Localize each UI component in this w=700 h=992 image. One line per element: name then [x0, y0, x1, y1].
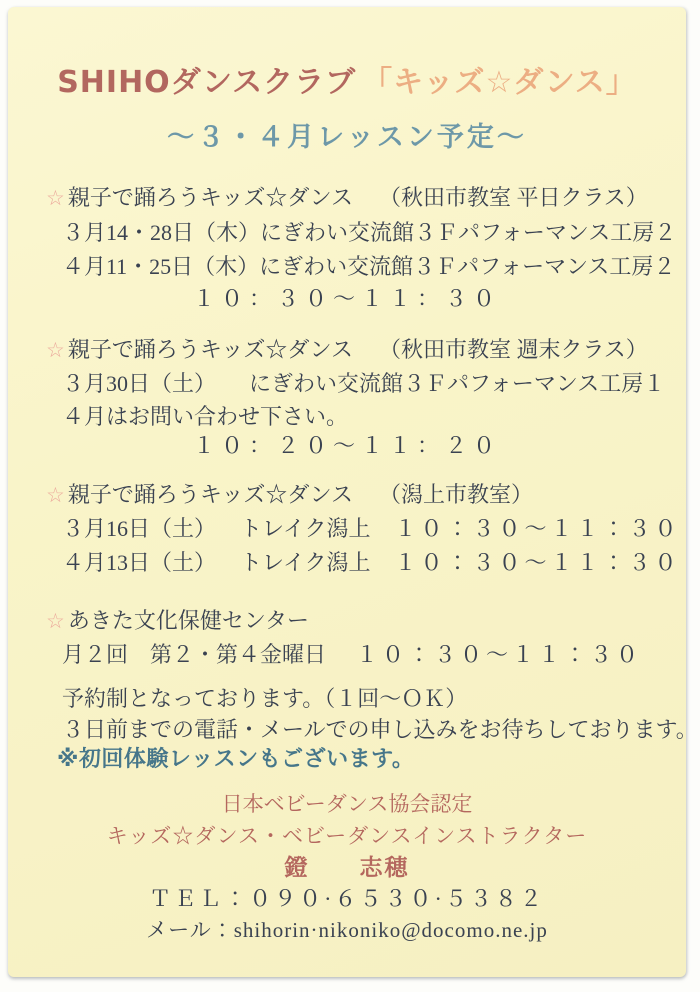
- flyer-title-main: SHIHOダンスクラブ: [57, 65, 357, 100]
- star-bullet-icon: ☆: [46, 186, 65, 210]
- flyer-title-sub: 「キッズ☆ダンス」: [362, 65, 637, 100]
- section-title: 親子で踊ろうキッズ☆ダンス: [67, 337, 353, 362]
- reservation-note: 予約制となっております。（１回～ＯＫ）: [62, 686, 468, 711]
- instructor-name: 鐙 志穂: [284, 855, 410, 880]
- section-akita-weekday-heading: [46, 181, 670, 212]
- star-bullet-icon: ☆: [46, 338, 65, 362]
- section-title: 親子で踊ろうキッズ☆ダンス: [67, 482, 353, 507]
- flyer-page: [8, 7, 698, 977]
- section-title: 親子で踊ろうキッズ☆ダンス: [67, 185, 353, 210]
- section-venue-note: （潟上市教室）: [378, 482, 533, 507]
- lesson-time: １０：３０～１１：３０: [394, 516, 681, 541]
- section-venue-note: （秋田市教室 週末クラス）: [378, 337, 648, 362]
- section-katagami-heading: [46, 478, 670, 509]
- email-line: メール：shihorin·nikoniko@docomo.ne.jp: [146, 918, 548, 942]
- schedule-line: [62, 512, 681, 543]
- section-venue-note: （秋田市教室 平日クラス）: [378, 185, 648, 210]
- star-bullet-icon: ☆: [46, 609, 65, 633]
- flyer-title: [8, 57, 686, 101]
- lesson-time: １０：３０～１１：３０: [356, 642, 643, 667]
- deadline-note: ３日前までの電話・メールでの申し込みをお待ちしております。: [62, 717, 698, 742]
- lesson-time: １０：３０～１１：３０: [394, 550, 681, 575]
- instructor-title-line: キッズ☆ダンス・ベビーダンスインストラクター: [106, 824, 588, 848]
- schedule-line: [62, 546, 681, 577]
- schedule-line: [62, 638, 670, 669]
- schedule-date: ４月13日（土）: [62, 550, 217, 575]
- schedule-date: ３月16日（土）: [62, 516, 217, 541]
- schedule-place: トレイク潟上: [240, 516, 371, 541]
- schedule-frequency: 月２回 第２・第４金曜日: [62, 642, 327, 667]
- lesson-time: １０：３０～１１：３０: [192, 286, 501, 311]
- schedule-line: ３月14・28日（木）にぎわい交流館３Ｆパフォーマンス工房２: [62, 220, 677, 245]
- trial-lesson-note: ※初回体験レッスンもございます。: [57, 747, 415, 772]
- section-title: あきた文化保健センター: [67, 608, 309, 633]
- tel-line: ＴＥＬ：０９０·６５３０·５３８２: [149, 886, 545, 911]
- lesson-time: １０：２０～１１：２０: [192, 433, 501, 458]
- schedule-line: ４月はお問い合わせ下さい。: [62, 404, 349, 429]
- schedule-line: ３月30日（土） にぎわい交流館３Ｆパフォーマンス工房１: [62, 371, 666, 396]
- star-bullet-icon: ☆: [46, 483, 65, 507]
- section-bunka-hoken-center-heading: [46, 604, 670, 635]
- schedule-place: トレイク潟上: [240, 550, 371, 575]
- lesson-schedule-subtitle: ～３・４月レッスン予定～: [167, 122, 527, 152]
- section-akita-weekend-heading: [46, 333, 670, 364]
- certification-line: 日本ベビーダンス協会認定: [221, 792, 473, 816]
- schedule-line: ４月11・25日（木）にぎわい交流館３Ｆパフォーマンス工房２: [62, 254, 676, 279]
